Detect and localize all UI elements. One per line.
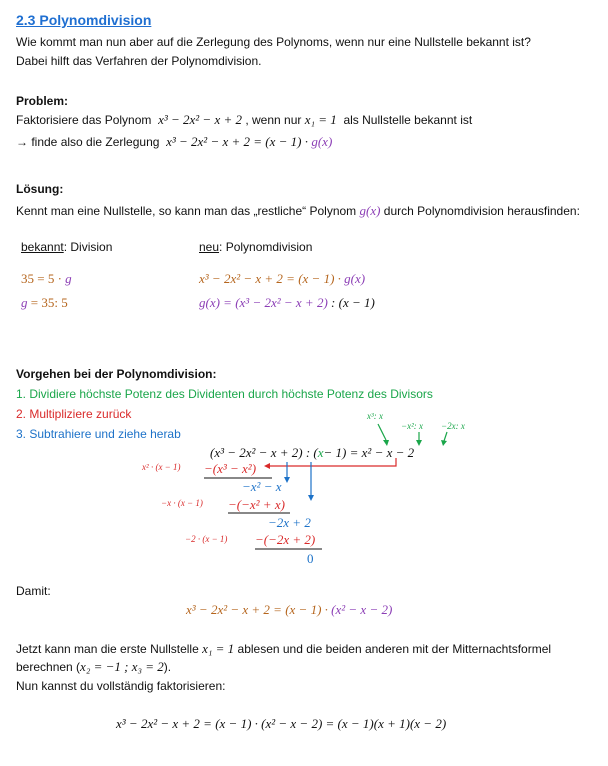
division-row-2: −x² − x bbox=[242, 479, 282, 494]
hint-x3-div-x: x³: x bbox=[367, 411, 383, 421]
solution-text-b: durch Polynomdivision herausfinden: bbox=[383, 204, 580, 218]
compare-left-header: bekannt: Division bbox=[21, 240, 113, 254]
intro-line-1: Wie kommt man nun aber auf die Zerlegung des Polynoms, wenn nur eine Nullstelle bekannt ist? bbox=[16, 35, 531, 49]
note-multiply-1: x² · (x − 1) bbox=[142, 462, 181, 472]
intro-line-2: Dabei hilft das Verfahren der Polynomdivision. bbox=[16, 54, 262, 68]
hint-arrow-3 bbox=[444, 432, 447, 441]
compare-right-eq-2: g(x) = (x³ − 2x² − x + 2) : (x − 1) bbox=[199, 295, 375, 310]
problem-text-b: , wenn nur bbox=[245, 113, 302, 127]
note-multiply-2: −x · (x − 1) bbox=[161, 498, 203, 508]
hint-arrow-1 bbox=[378, 424, 386, 440]
solution-text-a: Kennt man eine Nullstelle, so kann man das „restliche“ Polynom bbox=[16, 204, 357, 218]
page-title: 2.3 Polynomdivision bbox=[16, 12, 152, 28]
procedure-step-1: 1. Dividiere höchste Potenz des Dividenten durch höchste Potenz des Divisors bbox=[16, 387, 433, 401]
compare-left-eq-2: g = 35: 5 bbox=[21, 295, 68, 310]
problem-text-c: als Nullstelle bekannt ist bbox=[343, 113, 473, 127]
outro-line-2: berechnen (x₂ = −1 ; x₃ = 2). bbox=[16, 659, 172, 674]
decomposition-eq: x³ − 2x² − x + 2 = (x − 1) · bbox=[166, 134, 308, 149]
procedure-step-3: 3. Subtrahiere und ziehe herab bbox=[16, 427, 181, 441]
polynomial: x³ − 2x² − x + 2 bbox=[158, 112, 242, 127]
g-of-x: g(x) bbox=[311, 134, 333, 149]
note-multiply-3: −2 · (x − 1) bbox=[185, 534, 228, 544]
compare-left-eq-1: 35 = 5 · g bbox=[21, 271, 72, 286]
division-row-1: −(x³ − x²) bbox=[204, 461, 257, 476]
result-equation: x³ − 2x² − x + 2 = (x − 1) · (x² − x − 2) bbox=[186, 602, 393, 617]
division-row-3: −(−x² + x) bbox=[228, 497, 285, 512]
compare-right-eq-1: x³ − 2x² − x + 2 = (x − 1) · g(x) bbox=[199, 271, 366, 286]
hint-2x-div-x: −2x: x bbox=[441, 421, 465, 431]
division-head: (x³ − 2x² − x + 2) : (x− 1) = x² − x − 2 bbox=[210, 445, 415, 460]
outro-line-1: Jetzt kann man die erste Nullstelle x₁ = 1 ablesen und die beiden anderen mit der Mitternachtsformel bbox=[16, 641, 552, 656]
hint-x2-div-x: −x²: x bbox=[401, 421, 424, 431]
final-factorization: x³ − 2x² − x + 2 = (x − 1) · (x² − x − 2) = (x − 1)(x + 1)(x − 2) bbox=[116, 716, 447, 731]
procedure-step-2: 2. Multipliziere zurück bbox=[16, 407, 132, 421]
problem-heading: Problem: bbox=[16, 94, 69, 108]
result-label: Damit: bbox=[16, 584, 51, 598]
outro-line-3: Nun kannst du vollständig faktorisieren: bbox=[16, 679, 226, 693]
g-of-x: g(x) bbox=[359, 203, 381, 218]
root-x1: x₁ = 1 bbox=[304, 112, 337, 127]
problem-arrow-text: → finde also die Zerlegung bbox=[16, 135, 160, 149]
division-row-5: −(−2x + 2) bbox=[255, 532, 316, 547]
problem-text-a: Faktorisiere das Polynom bbox=[16, 113, 152, 127]
solution-heading: Lösung: bbox=[16, 182, 64, 196]
compare-right-header: neu: Polynomdivision bbox=[199, 240, 313, 254]
division-row-4: −2x + 2 bbox=[268, 515, 311, 530]
procedure-heading: Vorgehen bei der Polynomdivision: bbox=[16, 367, 217, 381]
division-remainder: 0 bbox=[307, 551, 314, 566]
